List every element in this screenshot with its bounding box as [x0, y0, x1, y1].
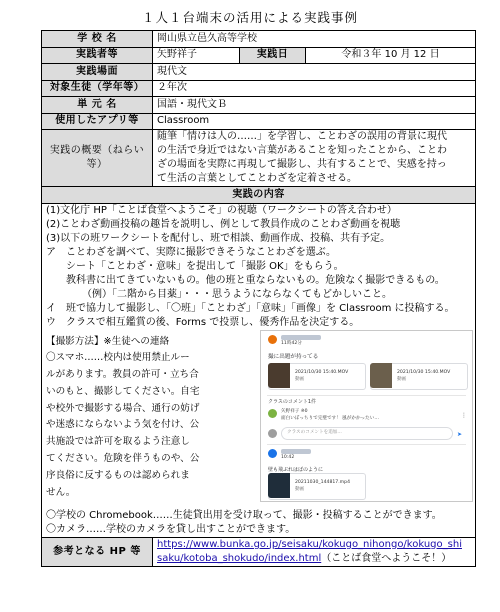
reference-link[interactable]: saku/kotoba_shokudo/index.html: [157, 552, 322, 564]
date-label: 実践日: [240, 47, 306, 64]
row-app: [42, 113, 476, 130]
content-line: (3)以下の班ワークシートを配付し、班で相談、動画作成、投稿、共有予定。: [46, 232, 391, 244]
post-title: 壁も飛ぶれはばのように: [268, 466, 324, 473]
app-value: Classroom: [153, 113, 476, 130]
attachment-card[interactable]: [268, 473, 366, 500]
shooting-method-section: [46, 334, 471, 509]
scene-value: 現代文: [153, 64, 476, 81]
content-line: イ 班で協力して撮影し、「〇班」「ことわざ」「意味」「画像」を Classroom に投稿する。: [46, 302, 455, 314]
method-line: せん。: [46, 486, 76, 498]
date-value: 令和３年 10 月 12 日: [306, 47, 476, 64]
method-line: や迷惑にならないよう気を付け、公: [46, 419, 200, 431]
content-header: 実践の内容: [42, 187, 476, 204]
reference-link[interactable]: https://www.bunka.go.jp/seisaku/kokugo_nihongo/kokugo_shi: [157, 538, 462, 550]
user-avatar-icon: [268, 449, 277, 458]
post-meta: 10:42: [281, 454, 295, 460]
comment-placeholder: クラスのコメントを追加...: [287, 429, 342, 435]
row-target: [42, 80, 476, 97]
unit-label: 単 元 名: [42, 97, 153, 114]
content-line: (1)文化庁 HP「ことば食堂へようこそ」の視聴（ワークシートの答え合わせ）: [46, 204, 397, 216]
divider: [267, 395, 466, 396]
user-avatar-icon: [268, 335, 277, 344]
teacher-label: 実践者等: [42, 47, 153, 64]
summary-label-line1: 実践の概要（ねらい: [49, 145, 145, 156]
attachment-name: 2021/10/30 15:40.MOV: [295, 369, 349, 375]
tail-line: 〇学校の Chromebook……生徒貸出用を受け取って、撮影・投稿することができます。: [46, 509, 442, 521]
shooting-method-text: [46, 334, 249, 502]
content-line: シート「ことわざ・意味」を提出して「撮影 OK」をもらう。: [66, 260, 344, 272]
attachment-type: 動画: [397, 376, 407, 382]
summary-line: て生活の言葉としてことわざを定着させる。: [157, 173, 357, 184]
summary-line: ざの場面を実際に再現して撮影し、共有することで、実感を持っ: [157, 159, 447, 170]
practice-record-table: [41, 30, 476, 567]
summary-label-line2: 等）: [86, 159, 108, 170]
row-teacher: [42, 47, 476, 64]
content-line: ウ クラスで相互鑑賞の後、Forms で投票し、優秀作品を決定する。: [46, 316, 360, 328]
target-label: 対象生徒（学年等）: [42, 80, 153, 97]
attachment-type: 動画: [295, 376, 305, 382]
row-scene: [42, 64, 476, 81]
school-value: 岡山県立邑久高等学校: [153, 31, 476, 48]
app-label: 使用したアプリ等: [42, 113, 153, 130]
video-thumbnail: [268, 363, 290, 388]
method-line: いのもと、撮影してください。自宅: [46, 385, 200, 397]
page-title: １人１台端末の活用による実践事例: [141, 10, 358, 25]
commenter-name: 矢野祥子 ※0: [281, 408, 308, 414]
blurred-name: [281, 335, 321, 340]
scene-label: 実践場面: [42, 64, 153, 81]
method-line: てください。危険を伴うものや、公: [46, 453, 200, 465]
blurred-name: [281, 449, 311, 454]
summary-text: [153, 130, 476, 187]
attachment-name: 2021/10/30 15:40.MOV: [397, 369, 451, 375]
class-comment-count[interactable]: クラスのコメント1件: [268, 398, 317, 405]
content-line: (2)ことわざ動画投稿の趣旨を説明し、例として教員作成のことわざ動画を視聴: [46, 218, 401, 230]
attachment-card[interactable]: [370, 363, 468, 390]
tail-line: 〇カメラ……学校のカメラを貸し出すことができます。: [46, 523, 296, 535]
more-options-icon[interactable]: ⋮: [461, 411, 467, 419]
target-value: ２年次: [153, 80, 476, 97]
summary-line: の生活で身近ではない言葉があることを知ったことから、ことわ: [157, 145, 447, 156]
classroom-screenshot: [260, 330, 473, 502]
unit-value: 国語・現代文Ｂ: [153, 97, 476, 114]
school-label: 学 校 名: [42, 31, 153, 48]
reference-cell: [153, 537, 476, 566]
attachment-card[interactable]: [268, 363, 366, 390]
method-line: ルがあります。教員の許可・立ち合: [46, 369, 199, 381]
method-line: 【撮影方法】※生徒への連絡: [46, 335, 170, 347]
video-thumbnail: [370, 363, 392, 388]
post-meta: 11時42分: [281, 340, 302, 346]
method-line: 〇スマホ……校内は使用禁止ルー: [46, 352, 190, 364]
reference-label: 参考となる HP 等: [42, 537, 153, 566]
attachment-type: 動画: [295, 486, 305, 492]
row-school: [42, 31, 476, 48]
row-unit: [42, 97, 476, 114]
row-summary: [42, 130, 476, 187]
divider: [267, 444, 466, 445]
video-thumbnail: [268, 473, 290, 498]
my-avatar-icon: [268, 429, 277, 438]
content-line: ア ことわざを調べて、実際に撮影できそうなことわざを選ぶ。: [46, 246, 336, 258]
method-line: 共施設では許可を取るよう注意し: [46, 436, 190, 448]
reference-suffix: （ことば食堂へようこそ！）: [321, 552, 452, 564]
commenter-avatar-icon: [268, 409, 277, 418]
row-reference: [42, 537, 476, 566]
content-line: （例）「二階から目薬」・・・思うようにならなくてもどかしいこと。: [82, 288, 392, 300]
summary-label: [42, 130, 153, 187]
comment-input[interactable]: [281, 427, 453, 440]
method-line: や校外で撮影する場合、通行の妨げ: [46, 402, 200, 414]
method-line: 序良俗に反するものは認められま: [46, 469, 190, 481]
send-icon[interactable]: ➤: [457, 430, 463, 438]
content-cell: [42, 203, 476, 537]
row-content-header: [42, 187, 476, 204]
attachment-name: 20211030_144817.mp4: [295, 479, 350, 485]
post-title: 撮に出題が持ってる: [268, 353, 319, 360]
row-content: [42, 203, 476, 537]
comment-text: 面白いぼっちりで完璧です！ 風がかかったい…: [281, 415, 379, 421]
summary-line: 随筆「情けは人の……」を学習し、ことわざの誤用の背景に現代: [157, 131, 447, 142]
teacher-value: 矢野祥子: [153, 47, 240, 64]
content-line: 教科書に出てきていないもの。他の班と重ならないもの。危険なく撮影できるもの。: [66, 274, 445, 286]
